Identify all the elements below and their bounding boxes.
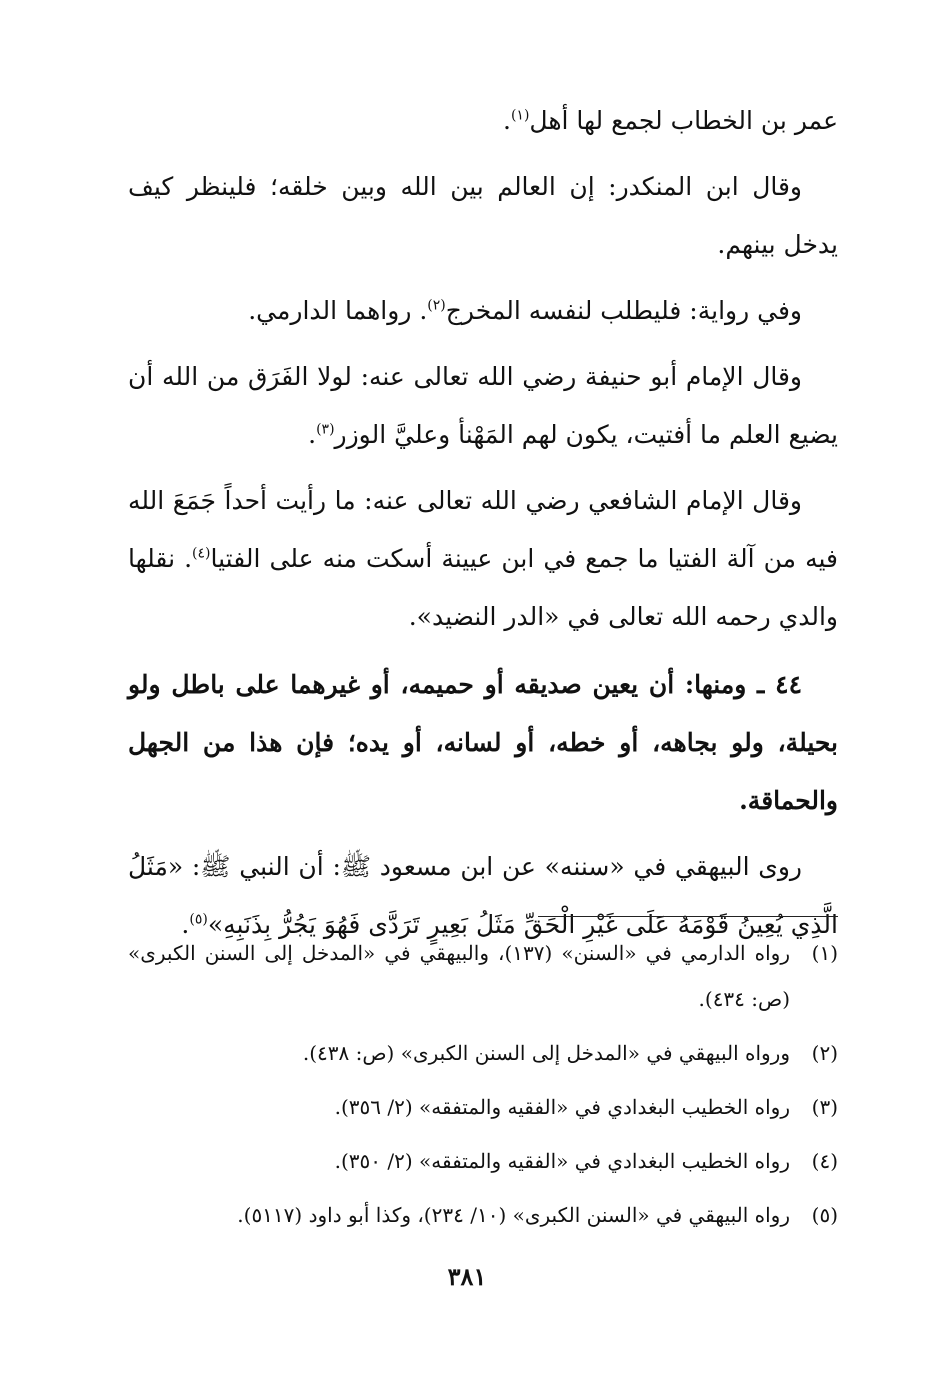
footnote-separator xyxy=(538,916,838,917)
paragraph-3 xyxy=(128,282,838,340)
main-text-block xyxy=(128,92,838,962)
paragraph-4 xyxy=(128,348,838,464)
paragraph-2: وقال ابن المنكدر: إن العالم بين الله وبين خلقه؛ فلينظر كيف يدخل بينهم. xyxy=(128,172,838,259)
paragraph-1-text: عمر بن الخطاب لجمع لها أهل xyxy=(529,106,838,135)
footnote-ref-1: (١) xyxy=(510,107,530,124)
footnote-text: ورواه البيهقي في «المدخل إلى السنن الكبرى» (ص: ٤٣٨). xyxy=(302,1041,790,1065)
footnote-ref-2: (٢) xyxy=(427,297,446,314)
footnote-ref-4: (٤) xyxy=(192,545,211,562)
paragraph-7-text: روى البيهقي في «سننه» عن ابن مسعود ﷺ: أن النبي ﷺ: «مَثَلُ الَّذِي يُعِينُ قَوْمَهُ عَلَى غَيْرِ الْحَقِّ مَثَلُ بَعِيرٍ تَرَدَّى فَهُوَ يَجُرُّ بِذَنَبِهِ» xyxy=(128,852,838,939)
footnote-number: (١) xyxy=(811,941,838,965)
footnote-item xyxy=(128,1192,838,1238)
footnote-ref-3: (٣) xyxy=(316,421,335,438)
paragraph-5 xyxy=(128,472,838,646)
footnote-number: (٣) xyxy=(811,1095,838,1119)
footnote-text: رواه الدارمي في «السنن» (١٣٧)، والبيهقي في «المدخل إلى السنن الكبرى» (ص: ٤٣٤). xyxy=(128,941,790,1011)
footnote-number: (٤) xyxy=(811,1149,838,1173)
footnote-text: رواه البيهقي في «السنن الكبرى» (١٠/ ٢٣٤)، وكذا أبو داود (٥١١٧). xyxy=(237,1203,790,1227)
footnote-item xyxy=(128,1030,838,1076)
footnote-text: رواه الخطيب البغدادي في «الفقيه والمتفقه» (٢/ ٣٥٠). xyxy=(334,1149,790,1173)
footnote-number: (٢) xyxy=(811,1041,838,1065)
section-44-heading: ٤٤ ـ ومنها: أن يعين صديقه أو حميمه، أو غيرهما على باطل ولو بحيلة، ولو بجاهه، أو خطه، أو لسانه، أو يده؛ فإن هذا من الجهل والحماقة. xyxy=(128,670,838,815)
paragraph-1 xyxy=(128,92,838,150)
paragraph-3-text: وفي رواية: فليطلب لنفسه المخرج xyxy=(445,296,802,325)
page-number: ٣٨١ xyxy=(447,1262,487,1291)
paragraph-7-end: . xyxy=(181,910,190,939)
footnote-ref-5: (٥) xyxy=(189,911,208,928)
footnote-item xyxy=(128,1138,838,1184)
footnote-text: رواه الخطيب البغدادي في «الفقيه والمتفقه» (٢/ ٣٥٦). xyxy=(334,1095,790,1119)
footnote-item xyxy=(128,930,838,1022)
footnote-item xyxy=(128,1084,838,1130)
paragraph-5-end: . نقلها والدي رحمه الله تعالى في «الدر النضيد». xyxy=(128,544,838,631)
paragraph-4-end: . xyxy=(308,420,317,449)
paragraph-1-end: . xyxy=(502,106,511,135)
footnote-number: (٥) xyxy=(811,1203,838,1227)
paragraph-4-text: وقال الإمام أبو حنيفة رضي الله تعالى عنه: لولا الفَرَق من الله أن يضيع العلم ما أفتيت، يكون لهم المَهْنأ وعليَّ الوزر xyxy=(128,362,838,449)
paragraph-5-text: وقال الإمام الشافعي رضي الله تعالى عنه: ما رأيت أحداً جَمَعَ الله فيه من آلة الفتيا ما جمع في ابن عيينة أسكت منه على الفتيا xyxy=(128,486,838,573)
paragraph-3-end: . رواهما الدارمي. xyxy=(248,296,428,325)
footnotes-block xyxy=(128,930,838,1246)
